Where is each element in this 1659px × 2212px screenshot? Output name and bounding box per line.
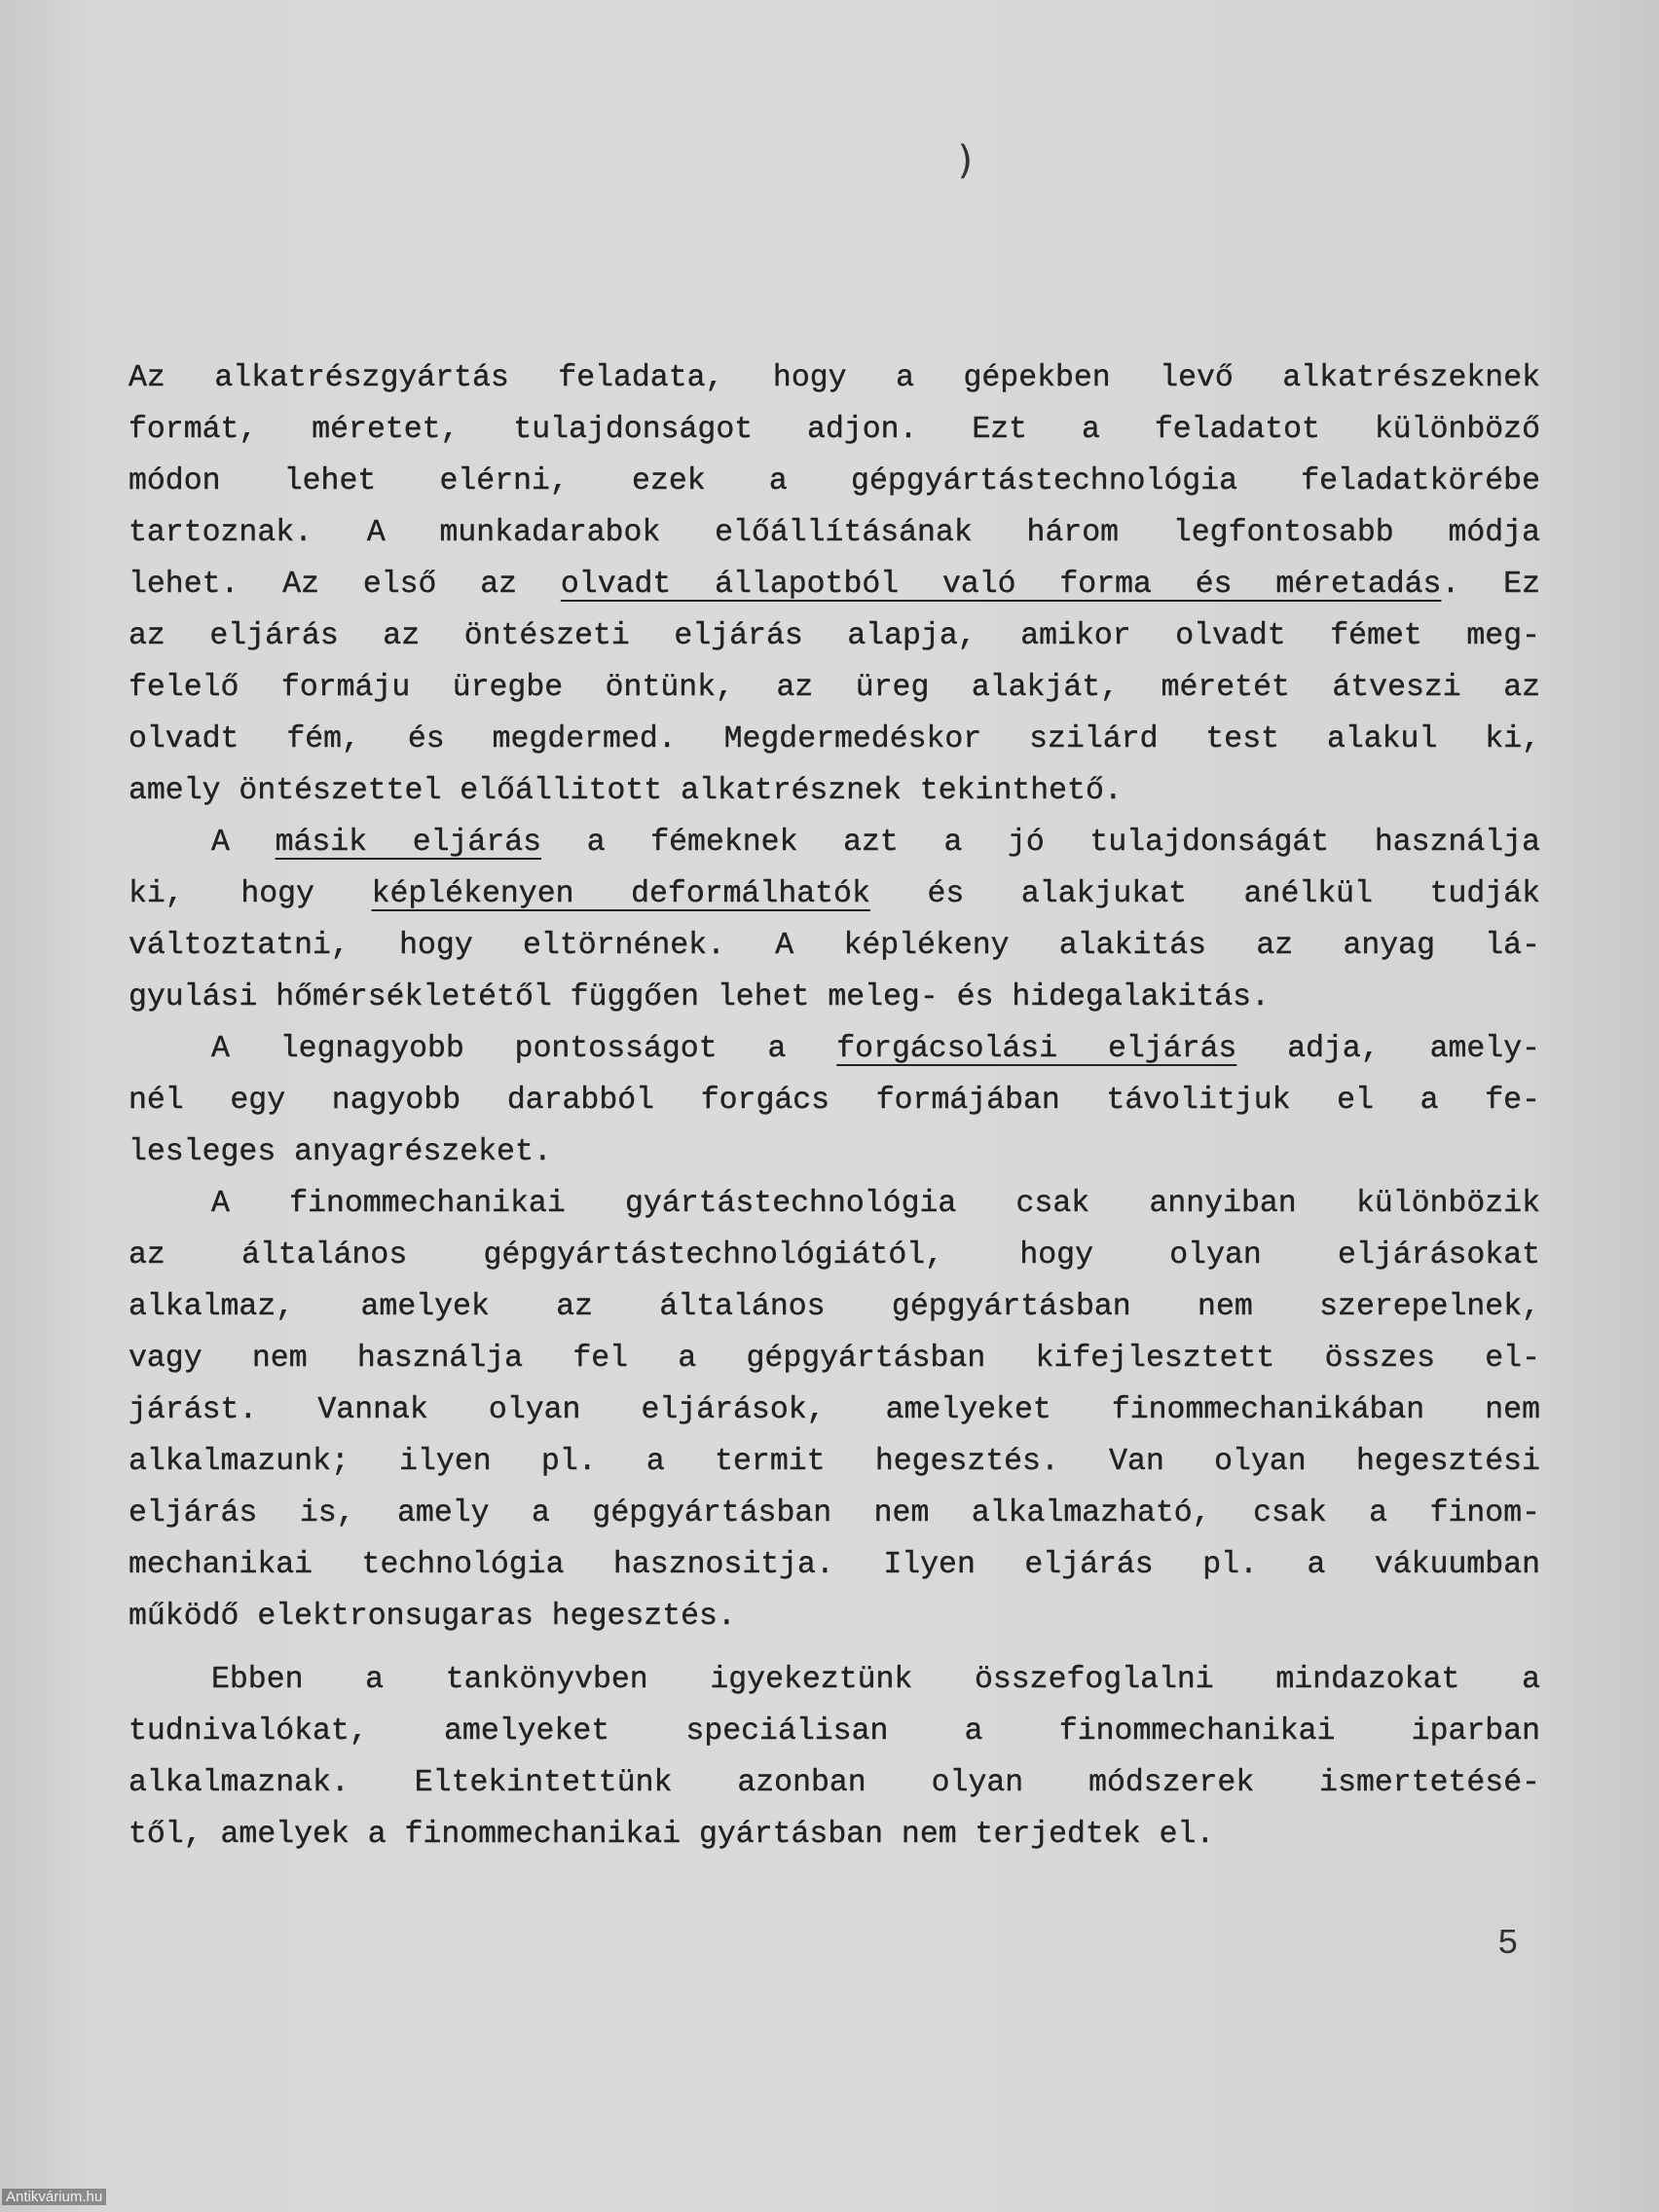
text-line: lesleges anyagrészeket. <box>129 1135 552 1169</box>
text-line: mechanikai technológia hasznositja. Ilyen eljárás pl. a vákuumban <box>129 1548 1540 1582</box>
text-line: módon lehet elérni, ezek a gépgyártástechnológia feladatkörébe <box>129 464 1540 498</box>
text-line: től, amelyek a finommechanikai gyártásban nem terjedtek el. <box>129 1818 1215 1852</box>
text-line <box>129 1023 1540 1075</box>
text-segment: adja, amely- <box>1236 1032 1541 1066</box>
text-segment: A <box>211 826 276 860</box>
text-line: változtatni, hogy eltörnének. A képlékeny alakitás az anyag lá- <box>129 929 1540 963</box>
text-line: az eljárás az öntészeti eljárás alapja, amikor olvadt fémet meg- <box>129 619 1540 653</box>
text-line: alkalmazunk; ilyen pl. a termit hegesztés. Van olyan hegesztési <box>129 1445 1540 1479</box>
text-line: Ebben a tankönyvben igyekeztünk összefoglalni mindazokat a <box>211 1663 1540 1697</box>
text-line: járást. Vannak olyan eljárások, amelyeket finommechanikában nem <box>129 1393 1540 1427</box>
text-segment: . Ez <box>1441 568 1540 602</box>
text-segment: A legnagyobb pontosságot a <box>211 1032 837 1066</box>
text-line: működő elektronsugaras hegesztés. <box>129 1600 736 1634</box>
text-line: nél egy nagyobb darabból forgács formájában távolitjuk el a fe- <box>129 1084 1540 1118</box>
body-text <box>129 352 1540 1861</box>
text-line: az általános gépgyártástechnológiától, hogy olyan eljárásokat <box>129 1238 1540 1272</box>
text-line: felelő formáju üregbe öntünk, az üreg alakját, méretét átveszi az <box>129 671 1540 705</box>
text-line: vagy nem használja fel a gépgyártásban kifejlesztett összes el- <box>129 1342 1540 1376</box>
underlined-term: olvadt állapotból való forma és méretadás <box>560 568 1442 602</box>
text-line: amely öntészettel előállitott alkatrésznek tekinthető. <box>129 774 1123 808</box>
text-segment: ki, hogy <box>129 877 372 911</box>
text-segment: lehet. Az első az <box>129 568 561 602</box>
underlined-term: másik eljárás <box>275 826 542 860</box>
text-line: alkalmaz, amelyek az általános gépgyártásban nem szerepelnek, <box>129 1290 1540 1324</box>
text-line: alkalmaznak. Eltekintettünk azonban olyan módszerek ismertetésé- <box>129 1766 1540 1800</box>
text-line <box>129 559 1540 610</box>
text-line: A finommechanikai gyártástechnológia csak annyiban különbözik <box>211 1187 1540 1221</box>
text-segment: és alakjukat anélkül tudják <box>869 877 1540 911</box>
text-line: formát, méretet, tulajdonságot adjon. Ezt a feladatot különböző <box>129 413 1540 447</box>
text-line <box>129 817 1540 868</box>
text-segment: a fémeknek azt a jó tulajdonságát használja <box>541 826 1540 860</box>
text-line: olvadt fém, és megdermed. Megdermedéskor szilárd test alakul ki, <box>129 722 1540 756</box>
underlined-term: képlékenyen deformálhatók <box>371 877 870 911</box>
margin-mark: ) <box>954 138 978 183</box>
text-line: eljárás is, amely a gépgyártásban nem alkalmazható, csak a finom- <box>129 1496 1540 1530</box>
text-line: tartoznak. A munkadarabok előállításának három legfontosabb módja <box>129 516 1540 550</box>
text-line: gyulási hőmérsékletétől függően lehet meleg- és hidegalakitás. <box>129 980 1270 1014</box>
text-line <box>129 868 1540 920</box>
underlined-term: forgácsolási eljárás <box>836 1032 1237 1066</box>
watermark: Antikvárium.hu <box>2 2189 106 2205</box>
text-line: Az alkatrészgyártás feladata, hogy a gépekben levő alkatrészeknek <box>129 361 1540 395</box>
text-line: tudnivalókat, amelyeket speciálisan a finommechanikai iparban <box>129 1714 1540 1749</box>
page-number: 5 <box>1497 1924 1519 1964</box>
